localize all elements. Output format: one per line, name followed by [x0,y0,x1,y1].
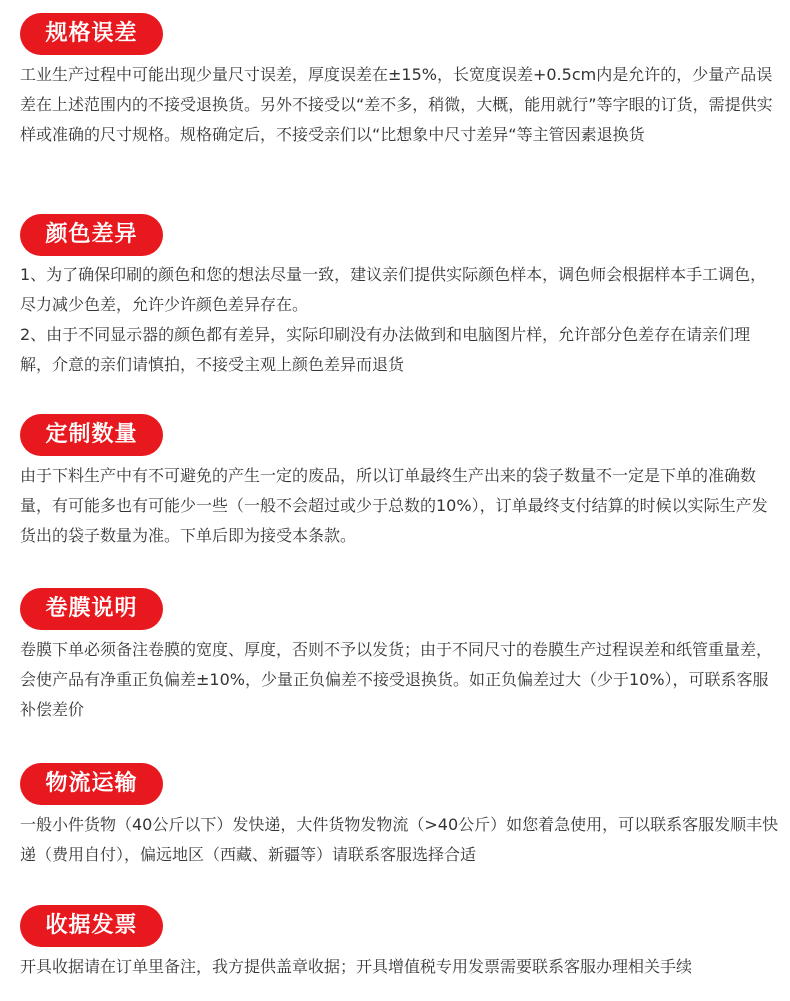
section-title-order-quantity: 定制数量 [20,414,163,456]
paragraph: 工业生产过程中可能出现少量尺寸误差，厚度误差在±15%，长宽度误差+0.5cm内是允许的，少量产品误差在上述范围内的不接受退换货。另外不接受以“差不多，稍微，大概，能用就行”等字眼的订货，需提供实样或准确的尺寸规格。规格确定后，不接受亲们以“比想象中尺寸差异“等主管因素退换货 [20,65,773,144]
section-body-spec-tolerance [20,60,780,150]
section-body-logistics [20,810,780,870]
section-title-color-difference: 颜色差异 [20,214,163,256]
section-body-color-difference [20,260,780,380]
paragraph: 1、为了确保印刷的颜色和您的想法尽量一致，建议亲们提供实际颜色样本，调色师会根据样本手工调色，尽力减少色差，允许少许颜色差异存在。 [20,265,767,314]
paragraph: 卷膜下单必须备注卷膜的宽度、厚度，否则不予以发货；由于不同尺寸的卷膜生产过程误差和纸管重量差，会使产品有净重正负偏差±10%，少量正负偏差不接受退换货。如正负偏差过大（少于10%），可联系客服补偿差价 [20,640,773,719]
paragraph: 由于下料生产中有不可避免的产生一定的废品，所以订单最终生产出来的袋子数量不一定是下单的准确数量，有可能多也有可能少一些（一般不会超过或少于总数的10%），订单最终支付结算的时候以实际生产发货出的袋子数量为准。下单后即为接受本条款。 [20,466,768,545]
paragraph: 开具收据请在订单里备注，我方提供盖章收据；开具增值税专用发票需要联系客服办理相关手续 [20,957,693,976]
paragraph: 一般小件货物（40公斤以下）发快递，大件货物发物流（>40公斤）如您着急使用，可以联系客服发顺丰快递（费用自付），偏远地区（西藏、新疆等）请联系客服选择合适 [20,815,779,864]
section-title-roll-film: 卷膜说明 [20,588,163,630]
section-body-order-quantity [20,461,780,551]
section-title-spec-tolerance: 规格误差 [20,13,163,55]
section-body-roll-film [20,635,780,725]
section-title-receipt-invoice: 收据发票 [20,905,163,947]
section-title-logistics: 物流运输 [20,763,163,805]
paragraph: 2、由于不同显示器的颜色都有差异，实际印刷没有办法做到和电脑图片样，允许部分色差存在请亲们理解，介意的亲们请慎拍，不接受主观上颜色差异而退货 [20,325,751,374]
section-body-receipt-invoice [20,952,780,982]
